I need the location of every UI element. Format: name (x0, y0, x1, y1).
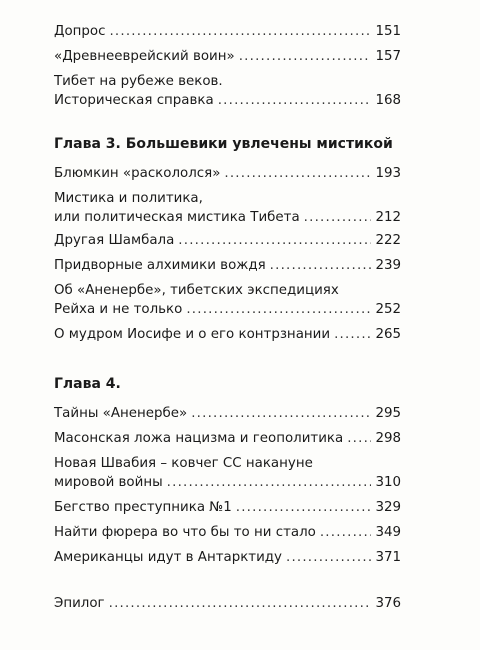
toc-entry-title: Придворные алхимики вождя (54, 258, 266, 273)
toc-page-number: 168 (375, 93, 401, 108)
toc-entry-title: Мистика и политика, (54, 191, 203, 206)
toc-dot-leader (167, 473, 372, 492)
toc-page-number: 265 (375, 327, 401, 342)
chapter-heading: Глава 3. Большевики увлечены мистикой (54, 136, 393, 152)
toc-entry[interactable] (54, 429, 401, 448)
toc-entry-title: «Древнееврейский воин» (54, 49, 235, 64)
table-of-contents (54, 22, 401, 613)
toc-entry-title: Другая Шамбала (54, 233, 175, 248)
toc-dot-leader (186, 300, 371, 319)
toc-page-number: 222 (375, 233, 401, 248)
toc-page-number: 212 (375, 210, 401, 225)
toc-page-number: 252 (375, 302, 401, 317)
toc-page-number: 239 (375, 258, 401, 273)
toc-entry[interactable] (54, 404, 401, 423)
toc-entry[interactable] (54, 256, 401, 275)
toc-page-number: 157 (375, 49, 401, 64)
toc-page-number: 310 (375, 475, 401, 490)
toc-entry[interactable] (54, 325, 401, 344)
toc-entry-title: Эпилог (54, 596, 105, 611)
toc-entry[interactable] (54, 594, 401, 613)
toc-dot-leader (224, 164, 371, 183)
toc-dot-leader (236, 498, 372, 517)
toc-dot-leader (218, 91, 372, 110)
toc-entry[interactable] (54, 548, 401, 567)
toc-entry-title: Новая Швабия – ковчег СС накануне (54, 456, 313, 471)
toc-entry-title: Бегство преступника №1 (54, 500, 232, 515)
toc-dot-leader (109, 22, 371, 41)
toc-dot-leader (270, 256, 372, 275)
toc-dot-leader (334, 325, 371, 344)
toc-dot-leader (191, 404, 371, 423)
toc-entry[interactable] (54, 498, 401, 517)
toc-entry-title: Блюмкин «раскололся» (54, 166, 221, 181)
toc-entry[interactable] (54, 189, 401, 227)
toc-dot-leader (320, 523, 372, 542)
toc-page-number: 151 (375, 24, 401, 39)
toc-page-number: 376 (375, 596, 401, 611)
toc-page-number: 349 (375, 525, 401, 540)
toc-entry[interactable] (54, 72, 401, 110)
toc-entry-title-cont: или политическая мистика Тибета (54, 210, 300, 225)
toc-page-number: 329 (375, 500, 401, 515)
toc-entry-title: Тибет на рубеже веков. (54, 74, 223, 89)
toc-entry-title: Найти фюрера во что бы то ни стало (54, 525, 316, 540)
toc-entry-title-cont: мировой войны (54, 475, 163, 490)
toc-entry-title-cont: Историческая справка (54, 93, 214, 108)
toc-page-number: 295 (375, 406, 401, 421)
toc-dot-leader (239, 47, 372, 66)
toc-dot-leader (304, 208, 372, 227)
toc-page-number: 371 (375, 550, 401, 565)
toc-dot-leader (286, 548, 371, 567)
toc-entry-title: Тайны «Аненербе» (54, 406, 188, 421)
toc-entry-title-cont: Рейха и не только (54, 302, 183, 317)
toc-entry[interactable] (54, 231, 401, 250)
toc-entry-title: Масонская ложа нацизма и геополитика (54, 431, 344, 446)
toc-entry-title: Американцы идут в Антарктиду (54, 550, 282, 565)
toc-entry[interactable] (54, 164, 401, 183)
chapter-heading: Глава 4. (54, 376, 121, 392)
toc-entry-title: Допрос (54, 24, 106, 39)
toc-entry-title: О мудром Иосифе и о его контрзнании (54, 327, 331, 342)
toc-entry[interactable] (54, 281, 401, 319)
toc-dot-leader (178, 231, 371, 250)
toc-entry[interactable] (54, 22, 401, 41)
toc-page-number: 298 (375, 431, 401, 446)
toc-page-number: 193 (375, 166, 401, 181)
toc-dot-leader (347, 429, 371, 448)
toc-dot-leader (109, 594, 372, 613)
toc-entry[interactable] (54, 523, 401, 542)
toc-entry[interactable] (54, 47, 401, 66)
toc-entry-title: Об «Аненербе», тибетских экспедициях (54, 283, 339, 298)
toc-entry[interactable] (54, 454, 401, 492)
